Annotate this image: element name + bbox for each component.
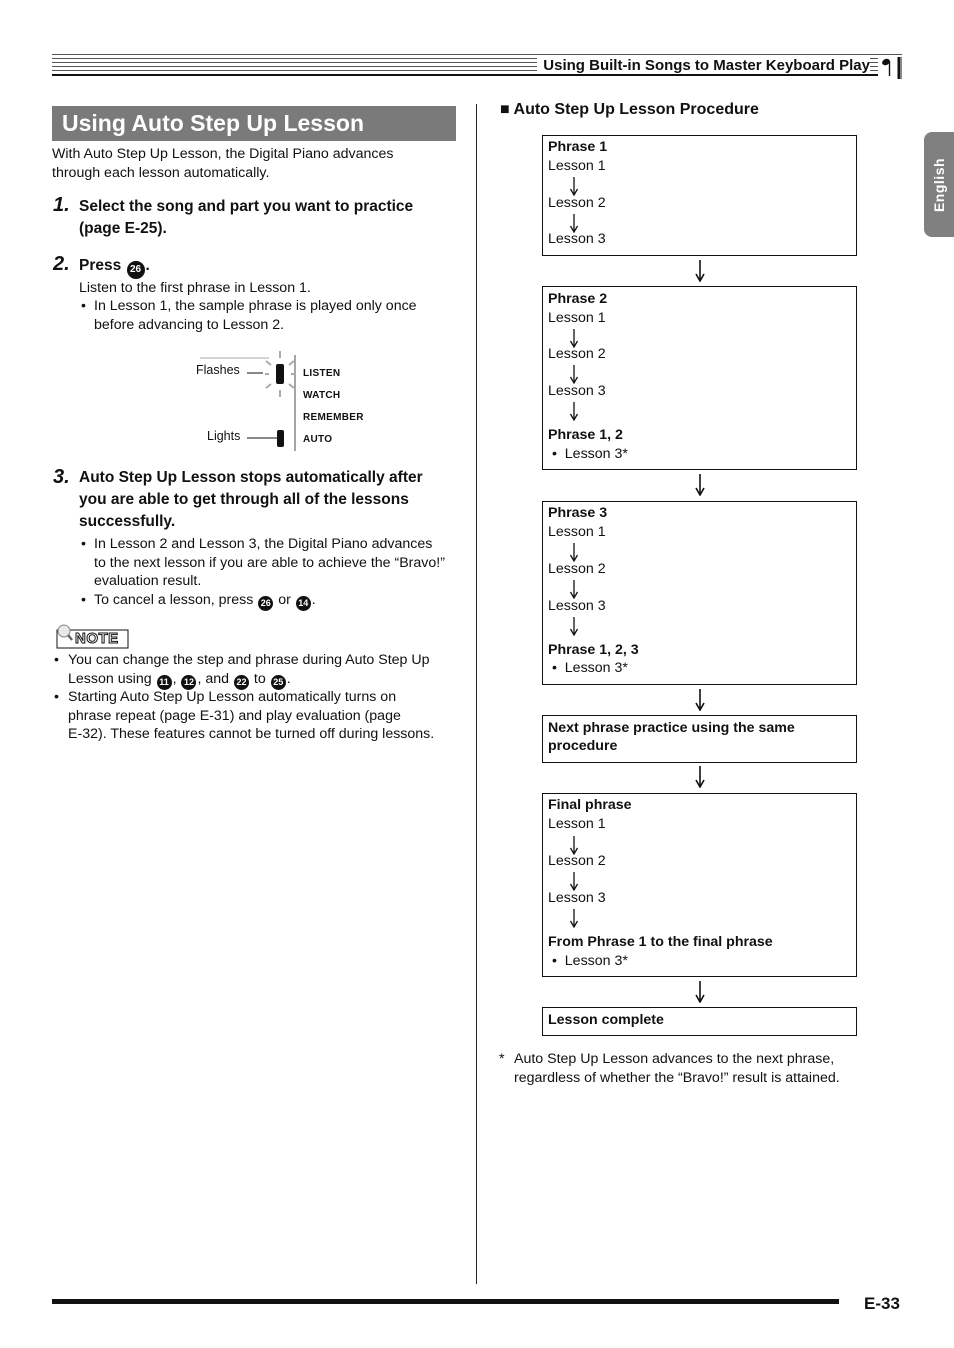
intro-line: With Auto Step Up Lesson, the Digital Piano advances: [52, 146, 394, 162]
bullet-text: or: [278, 592, 291, 608]
review-title: Phrase 1, 2: [548, 427, 623, 443]
running-header: Using Built-in Songs to Master Keyboard Play: [537, 57, 870, 74]
review-item-text: Lesson 3*: [564, 953, 628, 969]
box-title: procedure: [548, 738, 618, 754]
button-number-badge: 22: [234, 675, 249, 690]
lesson-item: Lesson 3: [548, 598, 606, 614]
step-3-number: 3.: [53, 466, 70, 488]
arrow-down-icon: [694, 260, 706, 282]
note-line: E-32). These features cannot be turned off during lessons.: [68, 726, 435, 742]
final-phrase-box: [542, 793, 857, 977]
button-number-badge: 26: [258, 596, 273, 611]
note-text: to: [253, 670, 266, 687]
button-number-badge: 11: [157, 675, 172, 690]
bullet-text: To cancel a lesson, press: [94, 592, 254, 608]
lesson-item: Lesson 2: [548, 561, 606, 577]
bullet-line: to the next lesson if you are able to achieve the “Bravo!”: [94, 554, 445, 571]
procedure-heading: ■ Auto Step Up Lesson Procedure: [500, 101, 759, 118]
flashes-label: Flashes: [196, 363, 240, 377]
review-item-text: Lesson 3*: [564, 660, 628, 676]
bullet-line: before advancing to Lesson 2.: [94, 316, 285, 333]
box-title: Next phrase practice using the same: [548, 720, 795, 736]
lesson-item: Lesson 1: [548, 524, 606, 540]
phrase-2-box: [542, 286, 857, 470]
arrow-down-icon: [569, 365, 579, 384]
step-3-line: you are able to get through all of the lessons: [79, 491, 409, 508]
box-title: Phrase 2: [548, 291, 608, 307]
review-item: • Lesson 3*: [548, 660, 628, 676]
note-text: , and: [197, 670, 230, 687]
footnote: [498, 1050, 878, 1087]
step-3-text: [79, 467, 469, 533]
column-divider: [476, 104, 477, 1284]
step-3-line: successfully.: [79, 513, 176, 530]
step-1-line: Select the song and part you want to practice: [79, 198, 414, 215]
review-title: Phrase 1, 2, 3: [548, 642, 639, 658]
lesson-item: Lesson 1: [548, 816, 606, 832]
note-line: Lesson using 11 , 12 , and 22 to 25 .: [68, 670, 462, 690]
review-item: • Lesson 3*: [548, 446, 628, 462]
lesson-item: Lesson 2: [548, 346, 606, 362]
phrase-3-box: [542, 501, 857, 685]
arrow-down-icon: [694, 766, 706, 788]
footnote-line: Auto Step Up Lesson advances to the next phrase,: [514, 1051, 835, 1067]
step-1-number: 1.: [53, 194, 70, 216]
note-bullet-2: • Starting Auto Step Up Lesson automatically turns on phrase repeat (page E-31) and play evaluation (page E-32). These features cannot be turned off during lessons.: [52, 688, 462, 744]
lesson-item: Lesson 3: [548, 383, 606, 399]
lesson-complete-box: [542, 1007, 857, 1036]
arrow-down-icon: [569, 580, 579, 599]
lesson-item: Lesson 1: [548, 158, 606, 174]
arrow-down-icon: [569, 909, 579, 928]
button-number-badge: 12: [181, 675, 196, 690]
step-3-bullet-2: • To cancel a lesson, press 26 or 14 .: [79, 591, 469, 611]
box-title: Lesson complete: [548, 1012, 664, 1028]
lesson-item: Lesson 2: [548, 195, 606, 211]
box-title: Final phrase: [548, 797, 632, 813]
button-number-badge: 25: [271, 675, 286, 690]
note-line: You can change the step and phrase during Auto Step Up: [68, 652, 430, 668]
lesson-item: Lesson 3: [548, 890, 606, 906]
indicator-watch: WATCH: [303, 390, 341, 401]
step-2-label: Press: [79, 257, 122, 274]
arrow-down-icon: [569, 177, 579, 196]
step-3-bullet-1: • In Lesson 2 and Lesson 3, the Digital Piano advances to the next lesson if you are able to achieve the “Bravo!” evaluation result.: [79, 535, 469, 591]
lights-label: Lights: [207, 429, 241, 443]
note-text: Lesson using: [68, 670, 152, 687]
footnote-line: regardless of whether the “Bravo!” result is attained.: [514, 1069, 840, 1086]
arrow-down-icon: [569, 402, 579, 421]
intro-line: through each lesson automatically.: [52, 164, 270, 181]
box-title: Phrase 3: [548, 505, 608, 521]
language-tab: [924, 132, 954, 237]
button-number-badge: 14: [296, 596, 311, 611]
music-note-icon: [878, 56, 902, 80]
note-bullet-1: • You can change the step and phrase during Auto Step Up Lesson using 11 , 12 , and 22 to 25 .: [52, 651, 462, 690]
language-tab-label: English: [931, 157, 947, 212]
indicator-listen: LISTEN: [303, 368, 341, 379]
bullet-line: evaluation result.: [94, 573, 202, 589]
lesson-item: Lesson 3: [548, 231, 606, 247]
lesson-item: Lesson 1: [548, 310, 606, 326]
arrow-down-icon: [694, 981, 706, 1003]
step-2-number: 2.: [53, 253, 70, 275]
intro-paragraph: [52, 145, 462, 182]
note-line: phrase repeat (page E-31) and play evaluation (page: [68, 707, 401, 724]
page-number: E-33: [864, 1294, 900, 1313]
bullet-line: In Lesson 1, the sample phrase is played only once: [94, 298, 417, 314]
footnote-mark: *: [499, 1051, 505, 1067]
step-2-text: Press 26 .: [79, 255, 150, 279]
bullet-line: In Lesson 2 and Lesson 3, the Digital Piano advances: [94, 536, 433, 552]
indicator-remember: REMEMBER: [303, 412, 364, 423]
arrow-down-icon: [569, 543, 579, 562]
lesson-item: Lesson 2: [548, 853, 606, 869]
indicator-auto: AUTO: [303, 434, 333, 445]
review-item: • Lesson 3*: [548, 953, 628, 969]
button-number-badge: 26: [127, 261, 145, 279]
step-1-line: (page E-25).: [79, 220, 167, 237]
note-label: NOTE: [75, 630, 119, 647]
step-2-bullet: • In Lesson 1, the sample phrase is played only once before advancing to Lesson 2.: [79, 297, 459, 334]
arrow-down-icon: [569, 617, 579, 636]
note-line: Starting Auto Step Up Lesson automatically turns on: [68, 689, 397, 705]
step-3-line: Auto Step Up Lesson stops automatically after: [79, 469, 423, 486]
section-title: Using Auto Step Up Lesson: [52, 106, 456, 141]
next-phrase-box: [542, 715, 857, 763]
arrow-down-icon: [569, 872, 579, 891]
review-title: From Phrase 1 to the final phrase: [548, 934, 773, 950]
step-1-text: [79, 196, 459, 240]
review-item-text: Lesson 3*: [564, 446, 628, 462]
phrase-1-box: [542, 135, 857, 256]
footer-rule: [52, 1299, 839, 1304]
step-2-detail: Listen to the first phrase in Lesson 1.: [79, 280, 311, 296]
arrow-down-icon: [694, 689, 706, 711]
arrow-down-icon: [694, 474, 706, 496]
box-title: Phrase 1: [548, 139, 608, 155]
